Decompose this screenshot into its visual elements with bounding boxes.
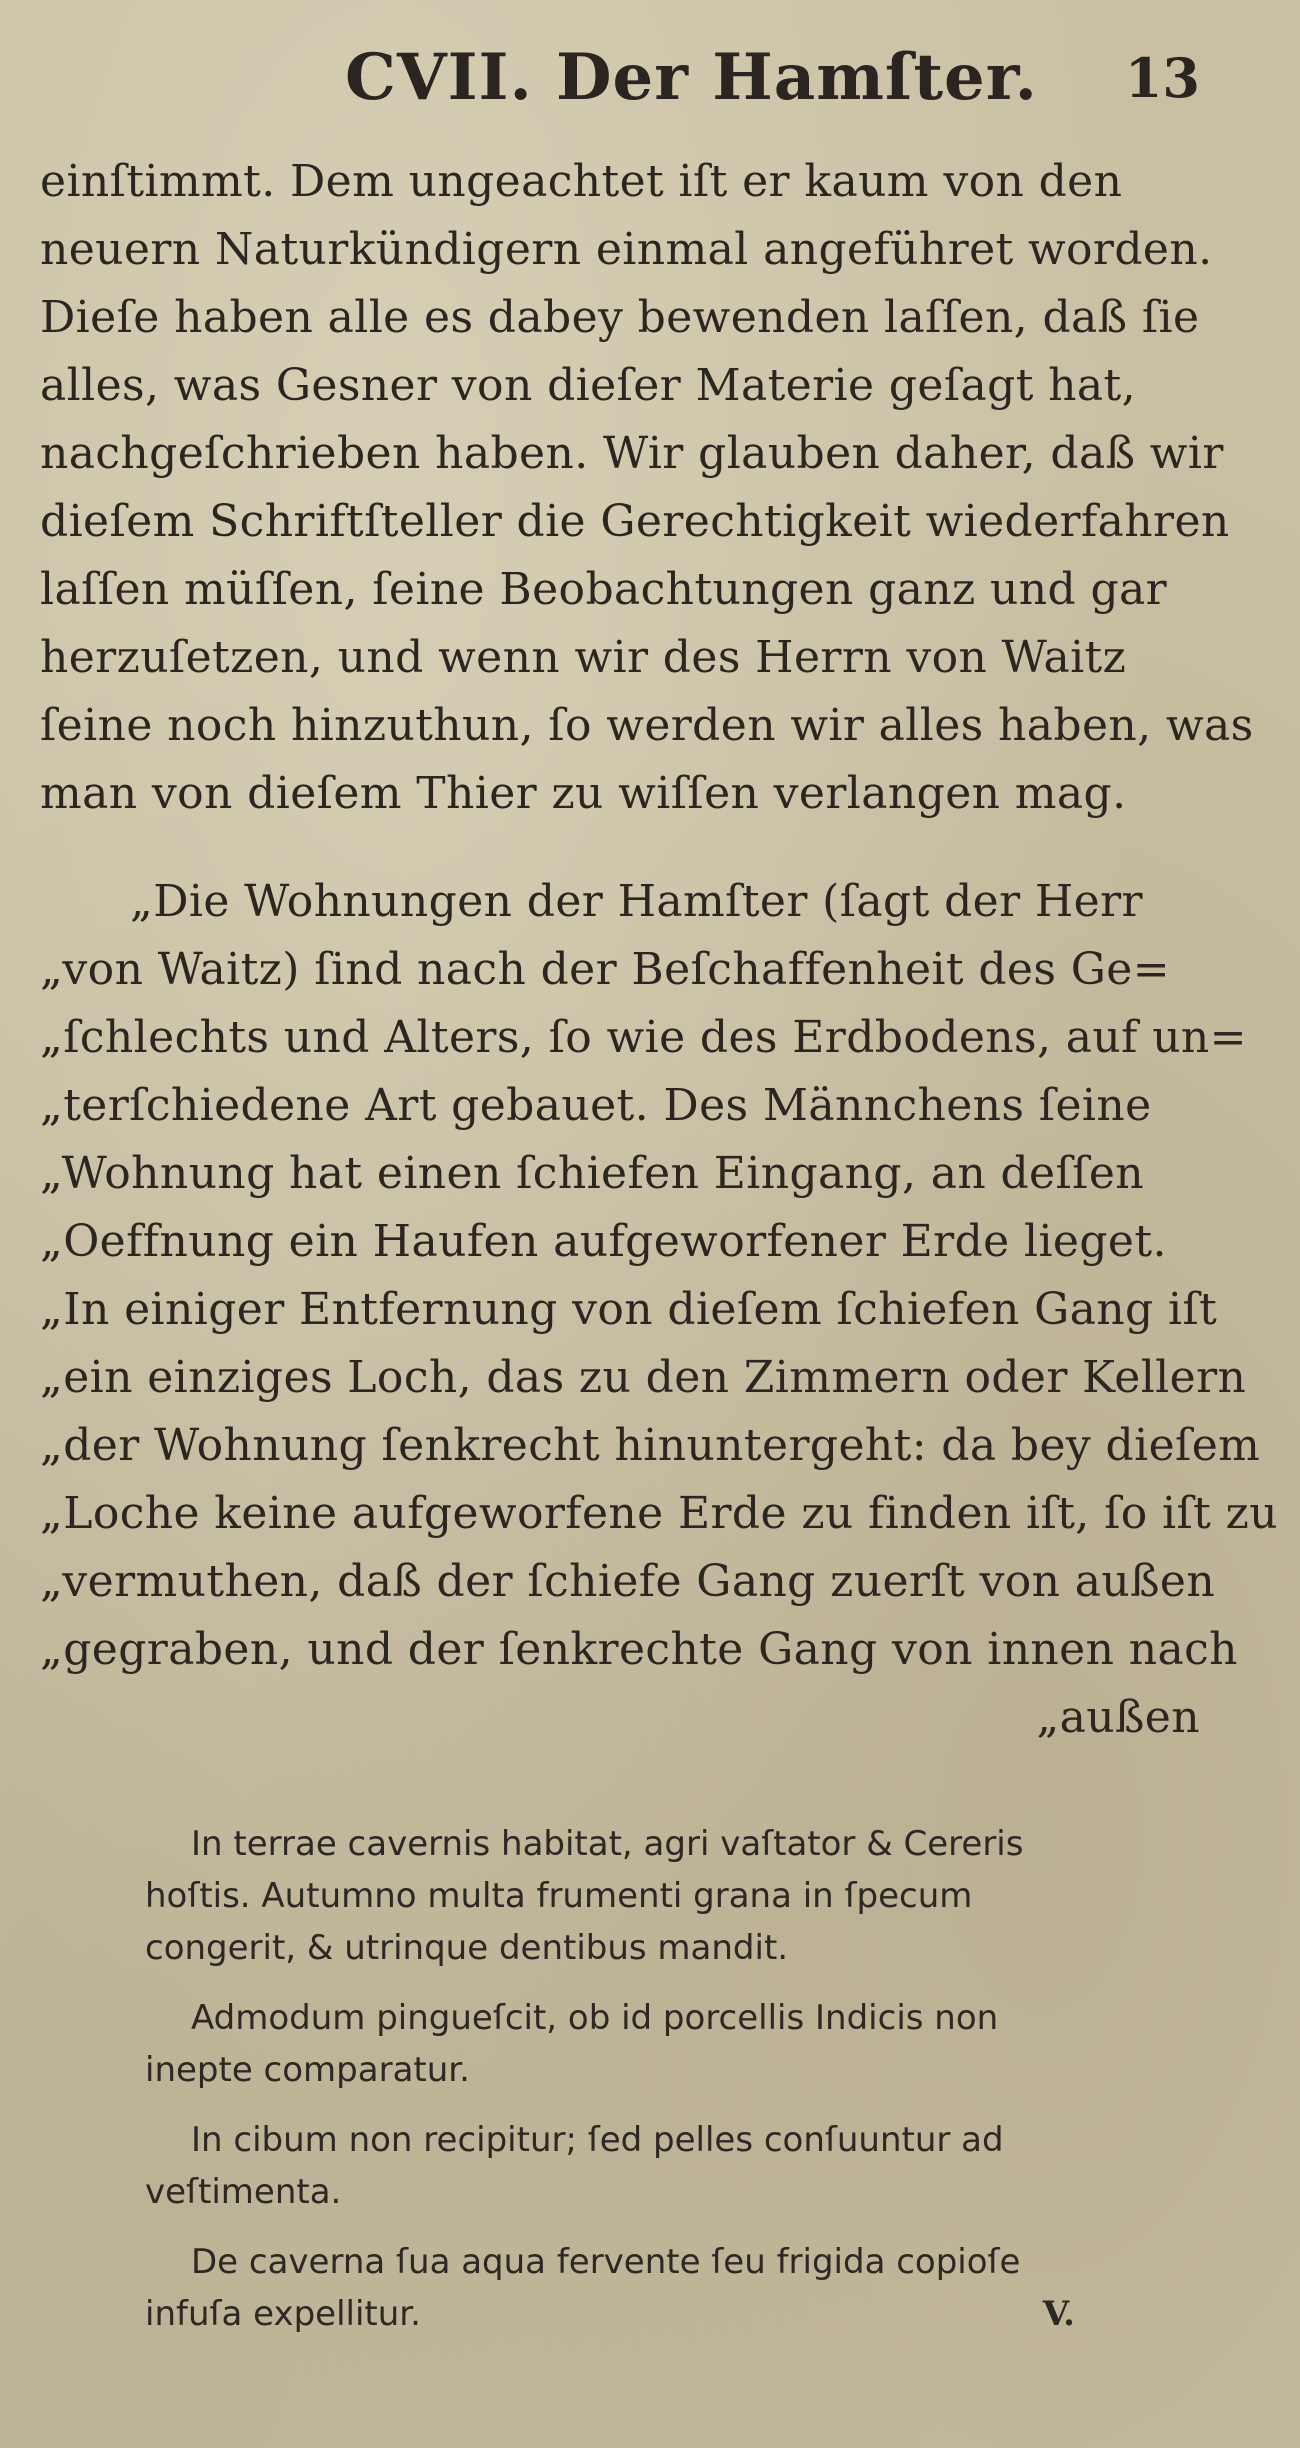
latin-line-with-signature — [145, 2288, 1235, 2340]
page-number: 13 — [1124, 46, 1200, 110]
quote-line: „Oeffnung ein Haufen aufgeworfener Erde lieget. — [40, 1216, 1167, 1267]
latin-paragraph — [145, 1992, 1235, 2096]
quote-line: „ein einziges Loch, das zu den Zimmern oder Kellern — [40, 1352, 1247, 1403]
quote-line: „Die Wohnungen der Hamſter (ſagt der Herr — [130, 876, 1143, 927]
quote-line: „vermuthen, daß der ſchiefe Gang zuerſt von außen — [40, 1556, 1216, 1607]
latin-line: Admodum pingueſcit, ob id porcellis Indicis non — [191, 1998, 999, 2038]
quote-line: „terſchiedene Art gebauet. Des Männchens ſeine — [40, 1080, 1152, 1131]
quote-line: „ſchlechts und Alters, ſo wie des Erdbodens, auf un= — [40, 1012, 1247, 1063]
text-line: man von dieſem Thier zu wiſſen verlangen mag. — [40, 768, 1127, 819]
text-line: ſeine noch hinzuthun, ſo werden wir alles haben, was — [40, 700, 1254, 751]
text-line: dieſem Schriftſteller die Gerechtigkeit wiederfahren — [40, 496, 1230, 547]
latin-line: hoſtis. Autumno multa frumenti grana in ſpecum — [145, 1876, 973, 1916]
quote-line: „gegraben, und der ſenkrechte Gang von innen nach — [40, 1624, 1238, 1675]
text-line: einſtimmt. Dem ungeachtet iſt er kaum von den — [40, 156, 1123, 207]
quoted-paragraph — [40, 868, 1278, 1752]
catchword: „außen — [1036, 1692, 1200, 1743]
latin-line: De caverna ſua aqua fervente ſeu frigida copioſe — [191, 2242, 1021, 2282]
latin-line: veſtimenta. — [145, 2172, 342, 2212]
quote-line: „Wohnung hat einen ſchiefen Eingang, an deſſen — [40, 1148, 1145, 1199]
running-header — [300, 40, 1240, 120]
latin-paragraph — [145, 2236, 1235, 2340]
latin-paragraph — [145, 2114, 1235, 2218]
latin-line: In terrae cavernis habitat, agri vaſtator & Cereris — [191, 1824, 1024, 1864]
text-line: neuern Naturkündigern einmal angeführet worden. — [40, 224, 1213, 275]
text-line: nachgeſchrieben haben. Wir glauben daher, daß wir — [40, 428, 1224, 479]
text-line: Dieſe haben alle es dabey bewenden laſſen, daß ſie — [40, 292, 1200, 343]
quote-line: „der Wohnung ſenkrecht hinuntergeht: da bey dieſem — [40, 1420, 1261, 1471]
text-line: laſſen müſſen, ſeine Beobachtungen ganz und gar — [40, 564, 1168, 615]
latin-paragraph — [145, 1818, 1235, 1974]
main-paragraph — [40, 148, 1260, 828]
latin-line: congerit, & utrinque dentibus mandit. — [145, 1928, 789, 1968]
signature: V. — [1042, 2294, 1075, 2334]
text-line: alles, was Gesner von dieſer Materie geſagt hat, — [40, 360, 1137, 411]
quote-line: „von Waitz) ſind nach der Beſchaffenheit des Ge= — [40, 944, 1170, 995]
latin-line: infuſa expellitur. — [145, 2294, 421, 2334]
quote-line: „In einiger Entfernung von dieſem ſchiefen Gang iſt — [40, 1284, 1218, 1335]
latin-line: In cibum non recipitur; ſed pelles conſuuntur ad — [191, 2120, 1004, 2160]
text-line: herzuſetzen, und wenn wir des Herrn von Waitz — [40, 632, 1127, 683]
latin-footnotes — [145, 1818, 1235, 2358]
latin-line: inepte comparatur. — [145, 2050, 470, 2090]
chapter-title: CVII. Der Hamſter. — [345, 40, 1038, 115]
quote-line: „Loche keine aufgeworfene Erde zu finden iſt, ſo iſt zu — [40, 1488, 1278, 1539]
